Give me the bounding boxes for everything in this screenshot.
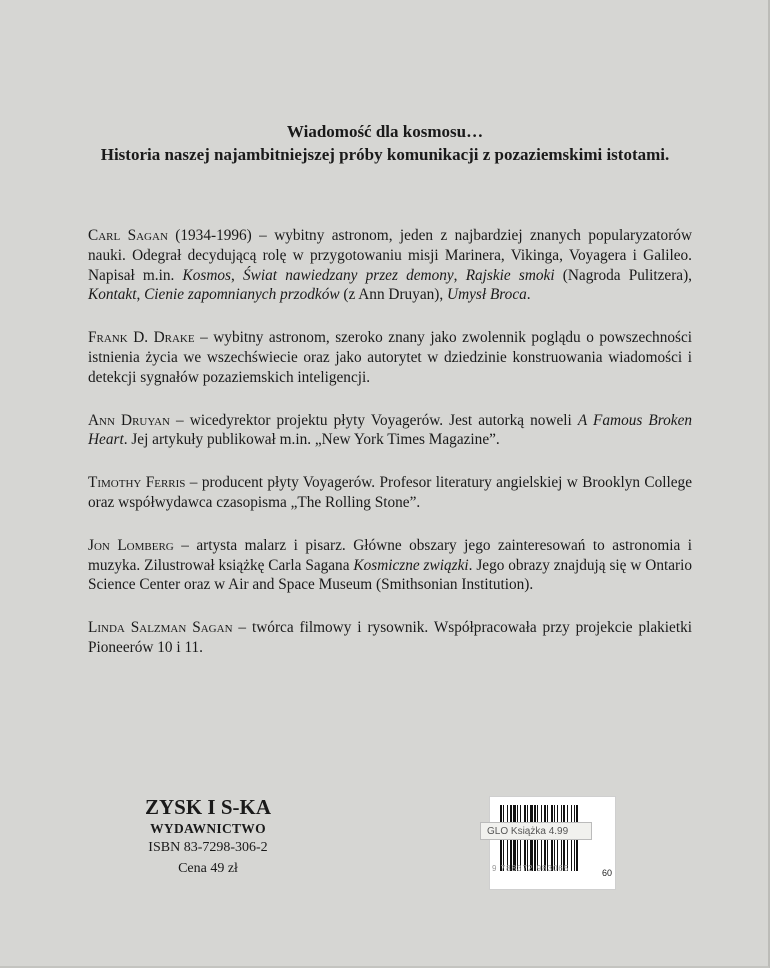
bio-text: . Jej artykuły publikował m.in. „New York Times Magazine”. (123, 431, 500, 449)
bio-name: Linda Salzman Sagan (88, 619, 233, 637)
bio-text: – producent płyty Voyagerów. Profesor literatury angielskiej w Brooklyn College oraz współwydawca czasopisma „The Rolling Stone”. (88, 474, 692, 511)
bio-name: Ann Druyan (88, 411, 170, 429)
bio-text: (1934-1996) – wybitny astronom, jeden z najbardziej znanych popularyzatorów nauki. Odegrał decydującą rolę w przygotowaniu misji Marinera, Vikinga, Voyagera i Galileo. Napisał m.in. (88, 227, 692, 284)
bio-name: Jon Lomberg (88, 536, 174, 554)
barcode-end-digits: 60 (602, 868, 613, 878)
book-title: Świat nawiedzany przez demony (243, 266, 454, 284)
bio-name: Carl Sagan (88, 227, 168, 244)
book-title: Kosmiczne związki (353, 556, 469, 574)
publisher-subtitle: WYDAWNICTWO (150, 821, 266, 836)
bio-text: – artysta malarz i pisarz. Główne obszary jego zainteresowań to astronomia i muzyka. Zilustrował książkę Carla Sagana (88, 536, 693, 574)
bio-text: – wybitny astronom, szeroko znany jako zwolennik poglądu o powszechności istnienia życia we wszechświecie oraz jako autorytet w dziedzinie konstruowania wiadomości i detekcji sygnałów pozaziemskich inteligencji. (88, 329, 692, 386)
headline (0, 120, 770, 166)
author-bios (88, 226, 692, 681)
bio-text: (z Ann Druyan), (339, 286, 448, 304)
bio-text: , (231, 266, 244, 284)
bio-text: – wicedyrektor projektu płyty Voyagerów. Jest autorką noweli (169, 411, 578, 429)
bio-paragraph (88, 473, 692, 513)
bio-name: Frank D. Drake (88, 329, 195, 347)
bio-text: . (526, 286, 531, 304)
price: Cena 49 zł (178, 861, 238, 876)
bio-paragraph (88, 328, 692, 387)
bio-text: , (453, 266, 466, 284)
bio-paragraph (88, 618, 692, 658)
bio-paragraph (88, 411, 692, 451)
book-title: Rajskie smoki (465, 266, 555, 284)
book-title: Umysł Broca (447, 286, 527, 304)
barcode (489, 796, 616, 890)
headline-subtitle: Historia naszej najambitniejszej próby komunikacji z pozaziemskimi istotami. (100, 145, 670, 164)
publisher-name: ZYSK I S-KA (144, 795, 272, 819)
book-title: Kosmos (182, 266, 231, 284)
barcode-graphic (490, 797, 615, 889)
price-sticker: GLO Książka 4.99 (480, 822, 592, 840)
bio-text: . Jego obrazy znajdują się w Ontario Science Center oraz w Air and Space Museum (Smithsonian Institution). (88, 556, 692, 594)
book-title: Kontakt (88, 286, 137, 304)
bio-paragraph (88, 226, 692, 305)
bio-text: (Nagroda Pulitzera), (554, 266, 693, 284)
book-title: Cienie zapomnianych przodków (144, 286, 340, 304)
headline-title: Wiadomość dla kosmosu… (286, 122, 484, 141)
bio-text: – twórca filmowy i rysownik. Współpracowała przy projekcie plakietki Pioneerów 10 i 11. (88, 619, 692, 656)
book-title: A Famous Broken Heart (88, 411, 693, 449)
bio-name: Timothy Ferris (88, 474, 186, 492)
bio-text: , (136, 286, 145, 304)
bio-paragraph (88, 536, 692, 595)
isbn: ISBN 83-7298-306-2 (148, 840, 268, 855)
barcode-digits: 9 788372 983065 (492, 864, 570, 873)
publisher-block (108, 795, 308, 879)
